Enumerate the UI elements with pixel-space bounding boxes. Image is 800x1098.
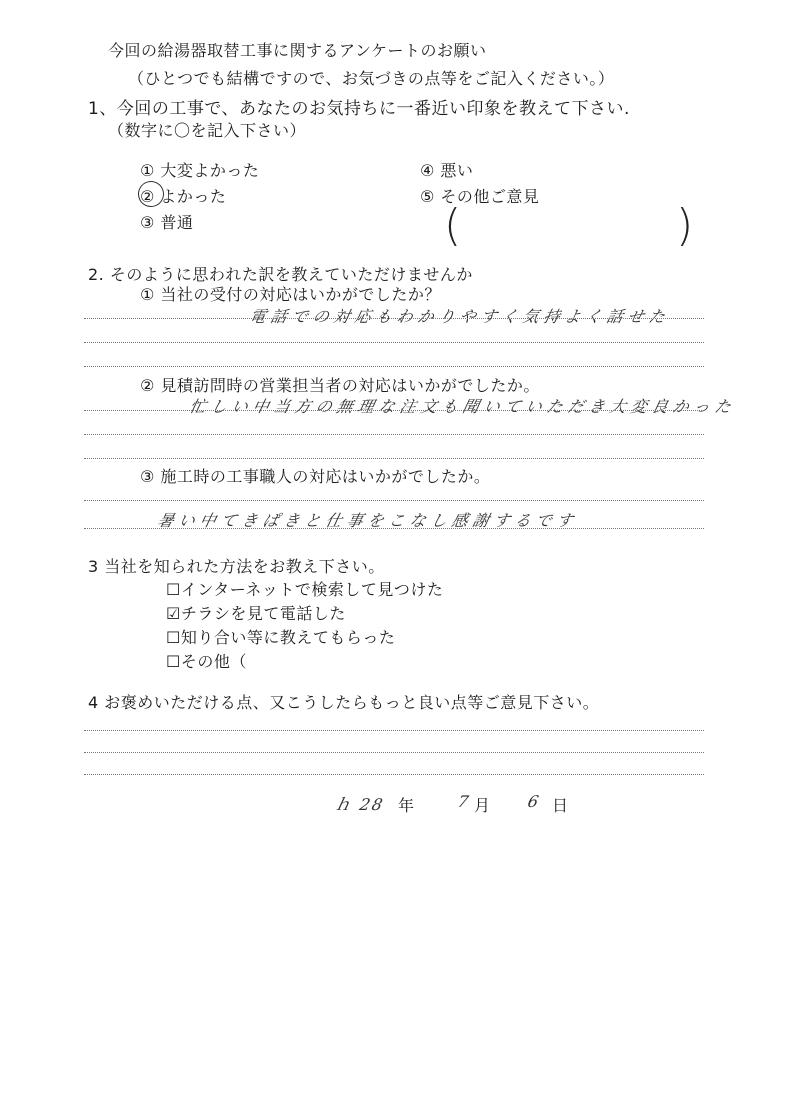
answer-line — [84, 342, 704, 343]
q3-option-1[interactable] — [166, 577, 443, 600]
answer-line — [84, 318, 704, 319]
date-year-unit: 年 — [398, 796, 415, 815]
q1-option-4[interactable]: ④ 悪い — [420, 161, 474, 180]
answer-line — [84, 434, 704, 435]
answer-line — [84, 458, 704, 459]
q1-option-5[interactable]: ⑤ その他ご意見 — [420, 187, 540, 206]
answer-line — [84, 366, 704, 367]
answer-line — [84, 500, 704, 501]
q1-instruction: （数字に〇を記入下さい） — [108, 121, 307, 140]
q2-sub-1-answer: 電話での対応もわかりやすく気持よく話せた — [247, 307, 672, 326]
survey-title: 今回の給湯器取替工事に関するアンケートのお願い — [108, 41, 487, 60]
checkbox-empty[interactable]: ☐ — [166, 652, 181, 671]
date-month-unit: 月 — [474, 796, 491, 815]
q2-sub-2-label: ② 見積訪問時の営業担当者の対応はいかがでしたか。 — [140, 376, 540, 395]
date-day-value: 6 — [525, 792, 546, 811]
answer-line — [84, 410, 704, 411]
date-year-value: ｈ 28 — [332, 795, 387, 814]
checkbox-empty[interactable]: ☐ — [166, 628, 181, 647]
q2-question: 2. そのように思われた訳を教えていただけませんか — [88, 265, 473, 284]
answer-line — [84, 528, 704, 529]
q4-question: 4 お褒めいただける点、又こうしたらもっと良い点等ご意見下さい。 — [88, 693, 600, 712]
q3-option-4[interactable] — [166, 649, 247, 672]
paren-close: ) — [676, 200, 694, 251]
q3-option-4-label: その他（ — [180, 652, 247, 671]
q3-option-2[interactable] — [166, 601, 346, 624]
q2-sub-1-label: ① 当社の受付の対応はいかがでしたか？ — [140, 285, 441, 304]
survey-subtitle: （ひとつでも結構ですので、お気づきの点等をご記入ください。） — [128, 69, 615, 88]
q1-question: 1、今回の工事で、あなたのお気持ちに一番近い印象を教えて下さい. — [88, 99, 630, 119]
q3-option-3-label: 知り合い等に教えてもらった — [180, 628, 396, 647]
q3-option-2-label: チラシを見て電話した — [180, 604, 346, 623]
paren-open: ( — [444, 200, 462, 251]
date-day-unit: 日 — [552, 796, 569, 815]
q3-option-3[interactable] — [166, 625, 395, 648]
q3-question: 3 当社を知られた方法をお教え下さい。 — [88, 557, 385, 576]
q2-sub-2-answer: 忙しい中当方の無理な注文も聞いていただき大変良かった — [187, 397, 738, 416]
q2-sub-3-label: ③ 施工時の工事職人の対応はいかがでしたか。 — [140, 467, 491, 486]
answer-line — [84, 774, 704, 775]
q2-sub-3-answer: 暑い中てきぱきと仕事をこなし感謝するです — [155, 511, 580, 530]
date-month-value: 7 — [455, 792, 476, 811]
q1-option-1[interactable]: ① 大変よかった — [140, 161, 260, 180]
q3-option-1-label: インターネットで検索して見つけた — [180, 580, 444, 599]
checkbox-empty[interactable]: ☐ — [166, 580, 181, 599]
q1-option-2[interactable]: ② よかった — [140, 187, 227, 206]
answer-line — [84, 730, 704, 731]
checkbox-checked[interactable]: ☑ — [166, 604, 181, 623]
answer-line — [84, 752, 704, 753]
q1-option-3[interactable]: ③ 普通 — [140, 213, 194, 232]
